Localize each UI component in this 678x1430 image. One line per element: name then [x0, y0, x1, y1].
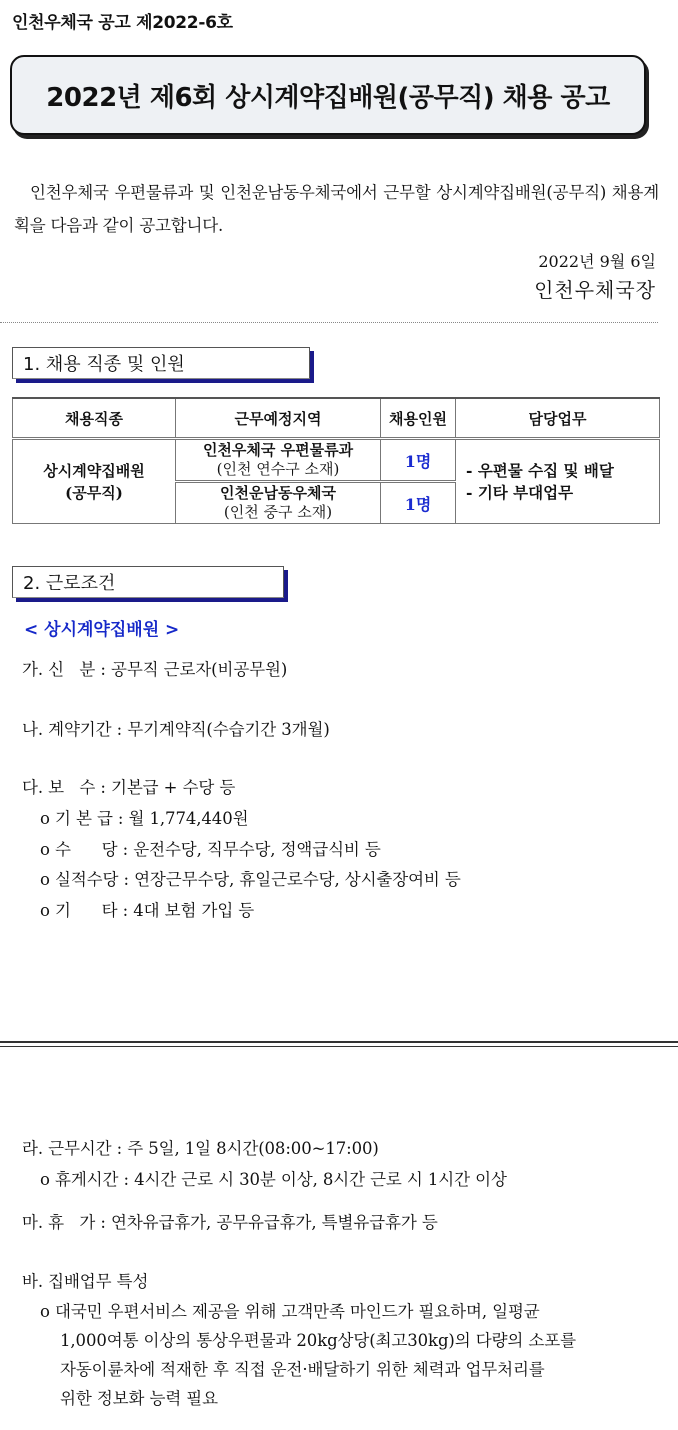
condition-leave: 마. 휴 가 : 연차유급휴가, 공무유급휴가, 특별유급휴가 등	[22, 1213, 438, 1232]
condition-pay: 다. 보 수 : 기본급 + 수당 등	[22, 778, 236, 797]
table-header: 채용인원	[381, 398, 456, 439]
condition-hours: 라. 근무시간 : 주 5일, 1일 8시간(08:00~17:00)	[22, 1139, 379, 1158]
table-header-row	[13, 398, 660, 439]
pay-performance: o 실적수당 : 연장근무수당, 휴일근로수당, 상시출장여비 등	[40, 870, 461, 889]
issuer: 인천우체국장	[534, 278, 656, 302]
section2-heading	[12, 566, 284, 598]
duty-trait-line: 자동이륜차에 적재한 후 직접 운전·배달하기 위한 체력과 업무처리를	[60, 1360, 545, 1379]
job-type-sub: (공무직)	[65, 483, 123, 502]
page-title: 2022년 제6회 상시계약집배원(공무직) 채용 공고	[46, 82, 610, 113]
headcount: 1명	[381, 439, 456, 482]
section1-heading	[12, 347, 310, 379]
duty-item: - 우편물 수집 및 배달	[466, 460, 614, 480]
office-location: (인천 중구 소재)	[223, 503, 333, 521]
recruitment-table	[12, 397, 660, 524]
page-divider	[0, 1041, 678, 1043]
notice-number: 인천우체국 공고 제2022-6호	[12, 13, 233, 33]
headcount: 1명	[381, 482, 456, 524]
job-type: 상시계약집배원	[43, 461, 145, 480]
intro-paragraph: 인천우체국 우편물류과 및 인천운남동우체국에서 근무할 상시계약집배원(공무직) 채용계획을 다음과 같이 공고합니다.	[14, 183, 659, 235]
divider	[0, 322, 658, 323]
table-row	[13, 439, 660, 482]
condition-contract: 나. 계약기간 : 무기계약직(수습기간 3개월)	[22, 720, 330, 739]
duty-item: - 기타 부대업무	[466, 482, 574, 502]
table-header: 담당업무	[456, 398, 660, 439]
section1-title: 1. 채용 직종 및 인원	[23, 354, 185, 375]
job-type-cell	[13, 439, 176, 524]
work-location-cell	[176, 439, 381, 482]
condition-duty-traits: 바. 집배업무 특성	[22, 1272, 149, 1291]
section2-title: 2. 근로조건	[23, 573, 116, 594]
work-location-cell	[176, 482, 381, 524]
rest-time: o 휴게시간 : 4시간 근로 시 30분 이상, 8시간 근로 시 1시간 이상	[40, 1170, 507, 1189]
duty-trait-line: 1,000여통 이상의 통상우편물과 20kg상당(최고30kg)의 다량의 소포를	[60, 1331, 576, 1350]
job-subtitle: < 상시계약집배원 >	[24, 620, 180, 640]
condition-status: 가. 신 분 : 공무직 근로자(비공무원)	[22, 660, 288, 679]
title-box	[10, 55, 646, 135]
duty-trait-line: o 대국민 우편서비스 제공을 위해 고객만족 마인드가 필요하며, 일평균	[40, 1302, 540, 1321]
pay-other: o 기 타 : 4대 보험 가입 등	[40, 901, 255, 920]
office-name: 인천운남동우체국	[220, 484, 336, 502]
announcement-date: 2022년 9월 6일	[538, 252, 656, 271]
office-name: 인천우체국 우편물류과	[202, 441, 354, 459]
pay-base: o 기 본 급 : 월 1,774,440원	[40, 809, 249, 828]
table-header: 근무예정지역	[176, 398, 381, 439]
duties-cell	[456, 439, 660, 524]
table-header: 채용직종	[13, 398, 176, 439]
page-divider	[0, 1046, 678, 1047]
pay-allowance: o 수 당 : 운전수당, 직무수당, 정액급식비 등	[40, 840, 381, 859]
duty-trait-line: 위한 정보화 능력 필요	[60, 1389, 218, 1408]
office-location: (인천 연수구 소재)	[216, 460, 340, 478]
